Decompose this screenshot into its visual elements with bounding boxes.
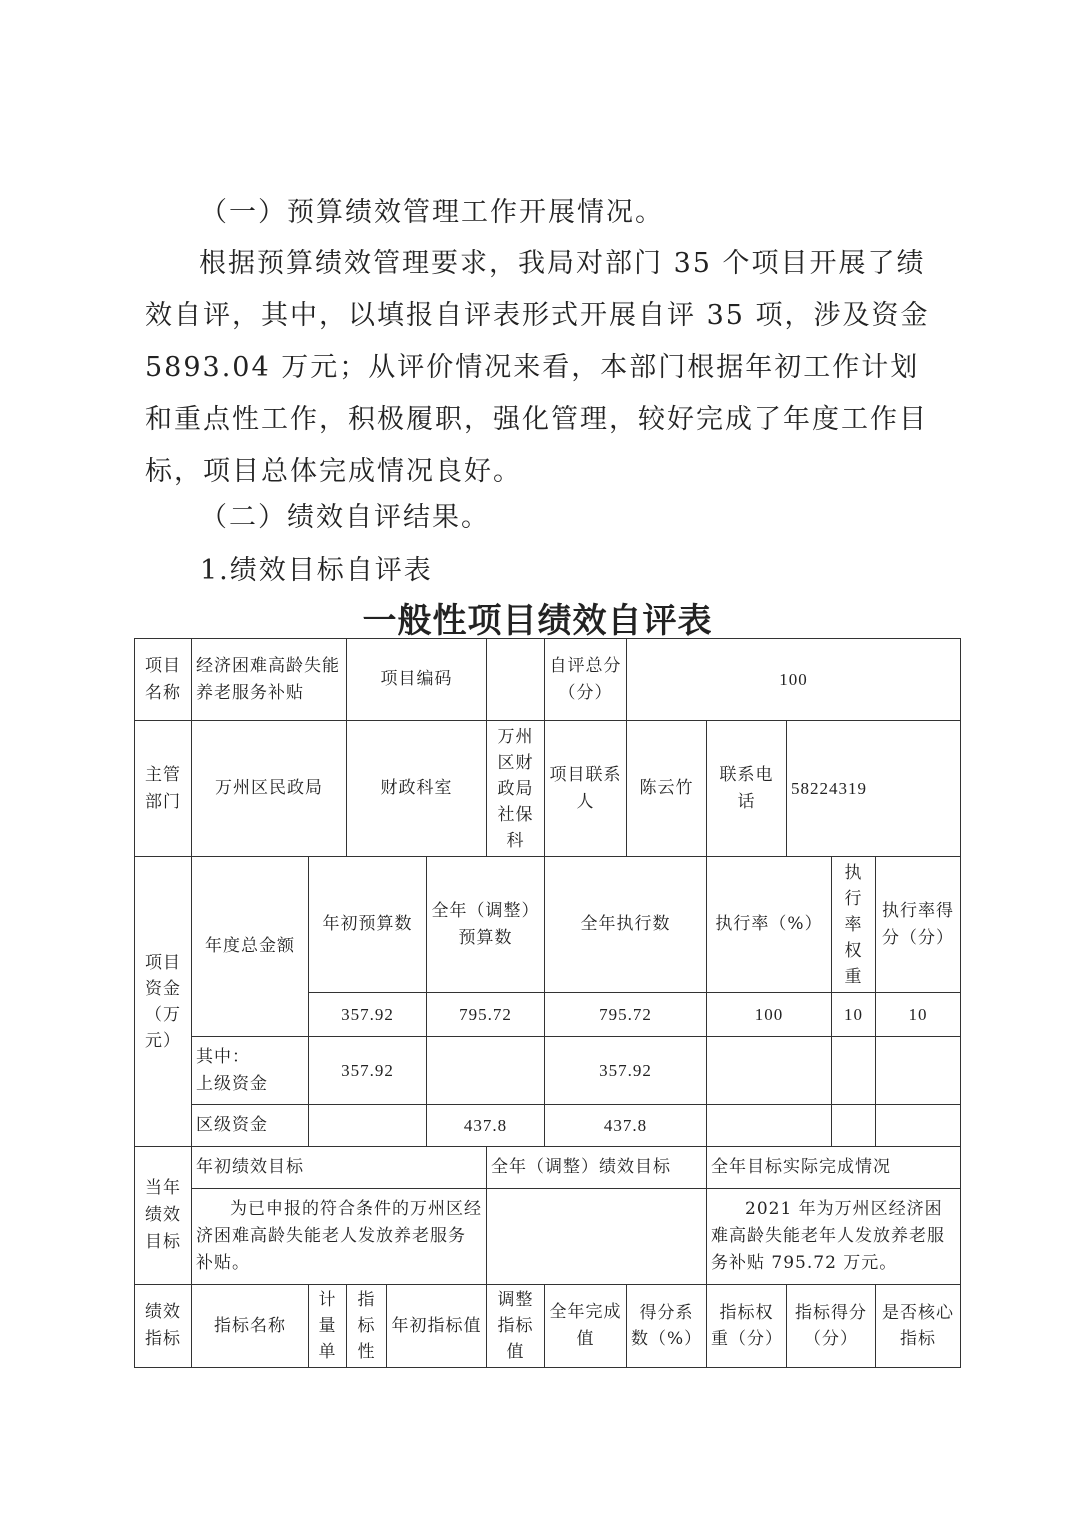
total-score: 10 [876,993,961,1037]
indicator-header: 是否核心指标 [876,1285,961,1368]
initial-goal-label: 年初绩效目标 [192,1147,487,1189]
table-row [135,639,961,721]
project-code [487,639,545,721]
project-code-label: 项目编码 [347,639,487,721]
adjusted-goal-label: 全年（调整）绩效目标 [487,1147,707,1189]
funds-label: 项目资金（万元） [135,857,192,1147]
empty-cell [876,1037,961,1105]
total-rate: 100 [707,993,832,1037]
adjusted-goal [487,1189,707,1285]
project-name: 经济困难高龄失能养老服务补贴 [192,639,347,721]
dept-label: 主管部门 [135,721,192,857]
empty-cell [832,1037,876,1105]
district-funds-label: 区级资金 [192,1105,309,1147]
performance-table [134,638,961,1368]
empty-cell [707,1105,832,1147]
phone: 58224319 [787,721,961,857]
table-row [135,857,961,993]
dept: 万州区民政局 [192,721,347,857]
upper-executed: 357.92 [545,1037,707,1105]
exec-score-label: 执行率得分（分） [876,857,961,993]
total-initial: 357.92 [309,993,427,1037]
office-label: 财政科室 [347,721,487,857]
indicator-header: 指标得分（分） [787,1285,876,1368]
indicator-header: 年初指标值 [387,1285,487,1368]
subheading: 1.绩效目标自评表 [200,555,433,586]
office: 万州区财政局社保科 [487,721,545,857]
initial-goal: 为已申报的符合条件的万州区经济困难高龄失能老人发放养老服务补贴。 [192,1189,487,1285]
table-row [135,1189,961,1285]
exec-rate-label: 执行率（%） [707,857,832,993]
table-row [135,1105,961,1147]
executed-label: 全年执行数 [545,857,707,993]
upper-initial: 357.92 [309,1037,427,1105]
project-name-label: 项目名称 [135,639,192,721]
indicator-header: 计量单 [309,1285,347,1368]
self-score: 100 [627,639,961,721]
district-adjusted: 437.8 [427,1105,545,1147]
indicators-label: 绩效指标 [135,1285,192,1368]
exec-weight-label: 执行率权重 [832,857,876,993]
district-executed: 437.8 [545,1105,707,1147]
actual-label: 全年目标实际完成情况 [707,1147,961,1189]
of-which-label: 其中： [196,1046,250,1067]
table-row [135,1037,961,1105]
empty-cell [876,1105,961,1147]
table-row [135,1285,961,1368]
indicator-header: 指标性 [347,1285,387,1368]
total-weight: 10 [832,993,876,1037]
indicator-header: 全年完成值 [545,1285,627,1368]
table-row [135,721,961,857]
initial-budget-label: 年初预算数 [309,857,427,993]
table-title: 一般性项目绩效自评表 [362,601,713,641]
district-initial [309,1105,427,1147]
section2-heading: （二）绩效自评结果。 [200,502,490,533]
phone-label: 联系电话 [707,721,787,857]
upper-funds-text: 上级资金 [196,1073,268,1094]
annual-total-label: 年度总金额 [192,857,309,1037]
upper-adjusted [427,1037,545,1105]
goals-label: 当年绩效目标 [135,1147,192,1285]
contact-label: 项目联系人 [545,721,627,857]
total-adjusted: 795.72 [427,993,545,1037]
empty-cell [832,1105,876,1147]
indicator-header: 指标名称 [192,1285,309,1368]
actual: 2021 年为万州区经济困难高龄失能老年人发放养老服务补贴 795.72 万元。 [707,1189,961,1285]
table-row [135,1147,961,1189]
paragraph-1: 根据预算绩效管理要求，我局对部门 35 个项目开展了绩效自评，其中，以填报自评表形式开展自评 35 项，涉及资金 5893.04 万元；从评价情况来看，本部门根据年初工作计划和重点性工作，积极履职，强化管理，较好完成了年度工作目标，项目总体完成情况良好。 [145,248,930,487]
total-executed: 795.72 [545,993,707,1037]
upper-funds-label [192,1037,309,1105]
contact: 陈云竹 [627,721,707,857]
empty-cell [707,1037,832,1105]
adjusted-budget-label: 全年（调整）预算数 [427,857,545,993]
indicator-header: 指标权重（分） [707,1285,787,1368]
self-score-label: 自评总分（分） [545,639,627,721]
indicator-header: 得分系数（%） [627,1285,707,1368]
indicator-header: 调整指标值 [487,1285,545,1368]
section1-heading: （一）预算绩效管理工作开展情况。 [200,197,664,228]
